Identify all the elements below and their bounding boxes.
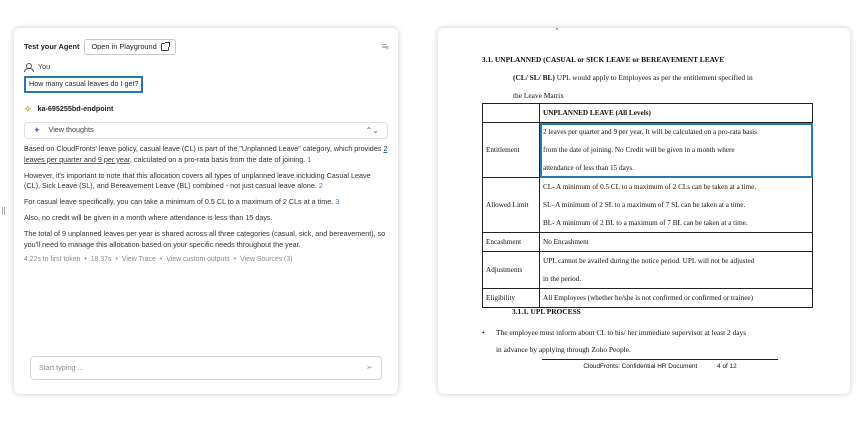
- chat-input[interactable]: [30, 356, 382, 380]
- chevron-updown-icon: ⌃⌄: [365, 125, 379, 135]
- view-sources-link[interactable]: View Sources (3): [240, 256, 293, 264]
- filter-icon[interactable]: ≡ₓ: [381, 41, 388, 52]
- user-message-header: [24, 62, 388, 73]
- section-heading-line-2: [482, 69, 830, 87]
- row-label: Eligibility: [483, 289, 540, 308]
- allowed-limit-cell: [540, 178, 813, 233]
- policy-document-page: [438, 28, 850, 394]
- page-number: 4 of 12: [717, 363, 737, 370]
- bullet-text: in advance by applying through Zoho People.: [496, 345, 631, 354]
- external-link-icon: [161, 43, 169, 51]
- cell-line: UPL cannot be availed during the notice period. UPL will not be adjusted: [543, 257, 755, 265]
- section-heading: [482, 51, 830, 87]
- section-heading-text: UPL would apply to Employees as per the entitlement specified in: [554, 73, 753, 82]
- page-footer: [542, 359, 778, 370]
- total-time: 18.37s: [90, 256, 112, 264]
- person-icon: [24, 63, 33, 72]
- answer-text: , calculated on a pro-rata basis from the date of joining.: [129, 154, 306, 164]
- process-bullet: [482, 324, 832, 358]
- view-custom-outputs-link[interactable]: View custom outputs: [166, 256, 230, 264]
- answer-paragraph-2: [24, 171, 388, 193]
- page-edge-mark: [556, 28, 558, 30]
- cell-line: from the date of joining. No Credit will be given in a month where: [543, 146, 735, 154]
- row-label: Adjustments: [483, 252, 540, 289]
- agent-message-header: [24, 103, 388, 117]
- view-thoughts-toggle[interactable]: [24, 122, 388, 139]
- encashment-cell: No Encashment: [540, 233, 813, 252]
- open-in-playground-button[interactable]: [84, 39, 175, 54]
- table-row-encashment: [483, 233, 813, 252]
- answer-text: However, it's important to note that this allocation covers all types of unplanned leave including Casual Leave (CL), Sick Leave (SL), and Bereavement Leave (BL) combined - not just casual leave alone.: [24, 170, 371, 191]
- user-question: How many casual leaves do I get?: [24, 76, 143, 93]
- panel-header: [24, 38, 388, 56]
- bullet-icon: •: [482, 328, 485, 337]
- citation-link[interactable]: 2: [318, 181, 323, 191]
- footer-text: CloudFronts: Confidential HR Document: [583, 363, 698, 370]
- table-row-adjustments: [483, 252, 813, 289]
- bullet-text: The employee must inform about CL to his/ her immediate supervisor at least 2 days: [496, 328, 747, 337]
- panel-title: Test your Agent: [24, 42, 80, 52]
- agent-name: ka-695255bd-endpoint: [37, 103, 114, 113]
- citation-link[interactable]: 1: [307, 154, 312, 164]
- table-row-eligibility: [483, 289, 813, 308]
- send-icon[interactable]: ➢: [365, 362, 373, 373]
- first-token-time: 4.22s to first token: [24, 256, 81, 264]
- answer-text: Based on CloudFronts' leave policy, casual leave (CL) is part of the "Unplanned Leave" category, which provides: [24, 144, 384, 154]
- row-label: Entitlement: [483, 123, 540, 178]
- answer-text: For casual leave specifically, you can take a minimum of 0.5 CL to a maximum of 2 CLs at a time.: [24, 197, 334, 207]
- table-row-entitlement: [483, 123, 813, 178]
- table-row-allowed-limit: [483, 178, 813, 233]
- entitlement-cell-highlighted: [540, 123, 813, 178]
- answer-paragraph-5: The total of 9 unplanned leaves per year is shared across all three categories (casual, sick, and bereavement), so you'll need to manage this allocation based on your specific needs throughout the year.: [24, 228, 386, 249]
- view-trace-link[interactable]: View Trace: [121, 256, 156, 264]
- response-meta-bar: 4.22s to first token • 18.37s • View Trace • View custom outputs • View Sources (3): [24, 256, 293, 264]
- highlighted-answer-text: 2 leaves per quarter and 9 per year: [24, 144, 388, 164]
- open-in-playground-label: Open in Playground: [91, 42, 157, 52]
- cell-line: in the period.: [543, 275, 582, 283]
- agent-test-panel: [14, 28, 398, 394]
- user-label: You: [38, 62, 51, 71]
- cell-line: 2 leaves per quarter and 9 per year. It will be calculated on a pro-rata basis: [543, 128, 757, 136]
- subsection-heading: 3.1.1. UPL PROCESS: [512, 307, 581, 316]
- table-header-row: [483, 104, 813, 123]
- citation-link[interactable]: 3: [335, 197, 340, 207]
- table-header: UNPLANNED LEAVE (All Levels): [540, 104, 813, 123]
- agent-icon: ✧: [24, 103, 32, 114]
- answer-paragraph-3: [24, 197, 388, 208]
- adjustments-cell: [540, 252, 813, 289]
- cell-line: CL- A minimum of 0.5 CL to a maximum of 2 CLs can be taken at a time.: [543, 183, 757, 191]
- resize-handle[interactable]: [2, 207, 5, 215]
- answer-paragraph-4: Also, no credit will be given in a month where attendance is less than 15 days.: [24, 213, 273, 223]
- eligibility-cell: All Employees (whether he/she is not confirmed or confirmed or trainee): [540, 289, 813, 308]
- section-heading-line-1: 3.1. UNPLANNED (CASUAL or SICK LEAVE or BEREAVEMENT LEAVE: [482, 55, 725, 64]
- cell-line: SL- A minimum of 2 SL to a maximum of 7 SL can be taken at a time.: [543, 201, 746, 209]
- section-heading-line-3: the Leave Matrix: [513, 91, 564, 100]
- table-corner-cell: [483, 104, 540, 123]
- chat-input-placeholder: Start typing ...: [39, 362, 84, 372]
- cell-line: BL- A minimum of 2 BL to a maximum of 7 BL can be taken at a time.: [543, 219, 748, 227]
- unplanned-leave-table: [482, 103, 813, 308]
- cell-line: attendance of less than 15 days.: [543, 164, 635, 172]
- leave-codes: (CL/ SL/ BL): [513, 73, 555, 82]
- view-thoughts-label: View thoughts: [48, 125, 94, 135]
- answer-paragraph-1: [24, 144, 388, 166]
- row-label: Allowed Limit: [483, 178, 540, 233]
- row-label: Encashment: [483, 233, 540, 252]
- sparkle-icon: ✦: [33, 124, 41, 135]
